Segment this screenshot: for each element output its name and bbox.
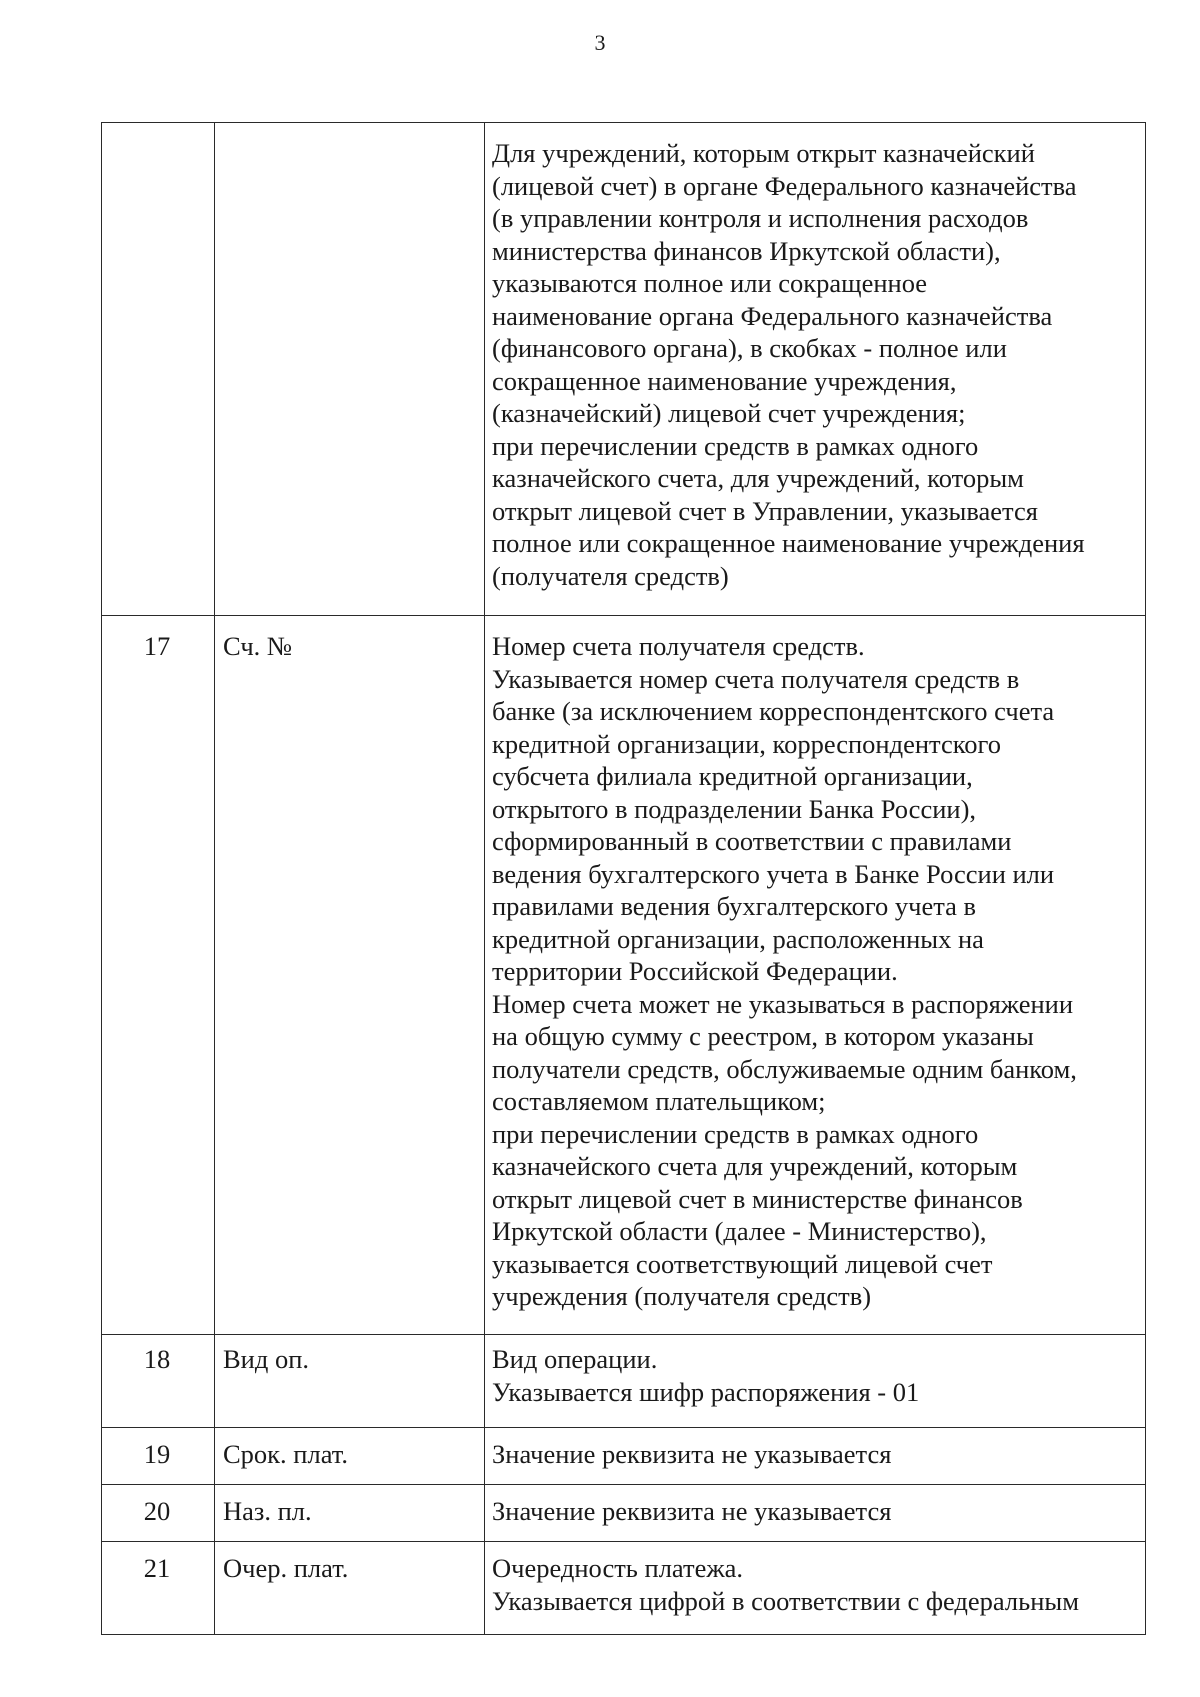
description-line: ведения бухгалтерского учета в Банке России или [492,858,1055,889]
description-line: составляемом плательщиком; [492,1086,826,1116]
description-line: Номер счета может не указываться в распоряжении [492,988,1074,1019]
table-row [102,1428,1146,1485]
description-line: казначейского счета, для учреждений, которым [492,463,1024,493]
description-line: на общую сумму с реестром, в котором указаны [492,1021,1034,1051]
description-line: открыт лицевой счет в министерстве финансов [492,1183,1023,1214]
description-line: министерства финансов Иркутской области), [492,235,1001,266]
description-line: открыт лицевой счет в Управлении, указывается [492,495,1038,526]
row-number-cell [102,123,215,616]
description-line: Значение реквизита не указывается [492,1439,892,1469]
description-line: наименование органа Федерального казначейства [492,300,1053,331]
description-line: открытого в подразделении Банка России), [492,793,977,824]
description-line: Вид операции. [492,1344,658,1374]
description-line: кредитной организации, расположенных на [492,923,984,954]
description-line: субсчета филиала кредитной организации, [492,761,973,791]
table-row [102,1542,1146,1635]
description-line: Указывается шифр распоряжения - 01 [492,1376,920,1407]
description-line: правилами ведения бухгалтерского учета в [492,891,977,921]
description-line: (в управлении контроля и исполнения расходов [492,203,1029,233]
description-line: Значение реквизита не указывается [492,1496,892,1526]
description-line: сформированный в соответствии с правилами [492,826,1012,856]
description-cell [485,123,1146,616]
description-line: указывается соответствующий лицевой счет [492,1248,993,1279]
description-line: Для учреждений, которым открыт казначейский [492,138,1035,168]
description-cell [485,1485,1146,1542]
description-line: Иркутской области (далее - Министерство), [492,1216,987,1246]
description-line: банке (за исключением корреспондентского счета [492,696,1055,726]
table-row [102,123,1146,616]
table-row [102,1485,1146,1542]
field-name-cell: Очер. плат. [215,1542,485,1635]
description-line: территории Российской Федерации. [492,956,898,986]
description-line: (лицевой счет) в органе Федерального казначейства [492,170,1077,201]
field-name-cell: Вид оп. [215,1335,485,1428]
table-row [102,1335,1146,1428]
description-line: (казначейский) лицевой счет учреждения; [492,398,966,428]
field-name-cell: Срок. плат. [215,1428,485,1485]
description-cell [485,616,1146,1335]
row-number-cell: 19 [102,1428,215,1485]
row-number-cell: 21 [102,1542,215,1635]
page-number: 3 [594,30,606,55]
row-number-cell: 17 [102,616,215,1335]
description-line: указываются полное или сокращенное [492,268,928,298]
description-line: получатели средств, обслуживаемые одним банком, [492,1053,1077,1084]
description-line: кредитной организации, корреспондентского [492,728,1001,759]
field-name-cell [215,123,485,616]
description-line: (финансового органа), в скобках - полное или [492,333,1007,363]
description-cell [485,1428,1146,1485]
row-number-cell: 18 [102,1335,215,1428]
description-line: Очередность платежа. [492,1553,744,1583]
description-line: полное или сокращенное наименование учреждения [492,528,1085,558]
field-name-cell: Наз. пл. [215,1485,485,1542]
row-number-cell: 20 [102,1485,215,1542]
description-cell [485,1335,1146,1428]
description-line: учреждения (получателя средств) [492,1281,872,1311]
description-line: Указывается номер счета получателя средств в [492,663,1020,694]
field-name-cell: Сч. № [215,616,485,1335]
description-cell [485,1542,1146,1635]
description-line: (получателя средств) [492,560,729,591]
requisites-table [101,122,1146,1635]
description-line: Указывается цифрой в соответствии с федеральным [492,1585,1079,1616]
table-row [102,616,1146,1335]
description-line: казначейского счета для учреждений, которым [492,1151,1018,1181]
description-line: при перечислении средств в рамках одного [492,430,979,461]
description-line: при перечислении средств в рамках одного [492,1118,979,1149]
description-line: сокращенное наименование учреждения, [492,365,957,396]
description-line: Номер счета получателя средств. [492,631,865,661]
